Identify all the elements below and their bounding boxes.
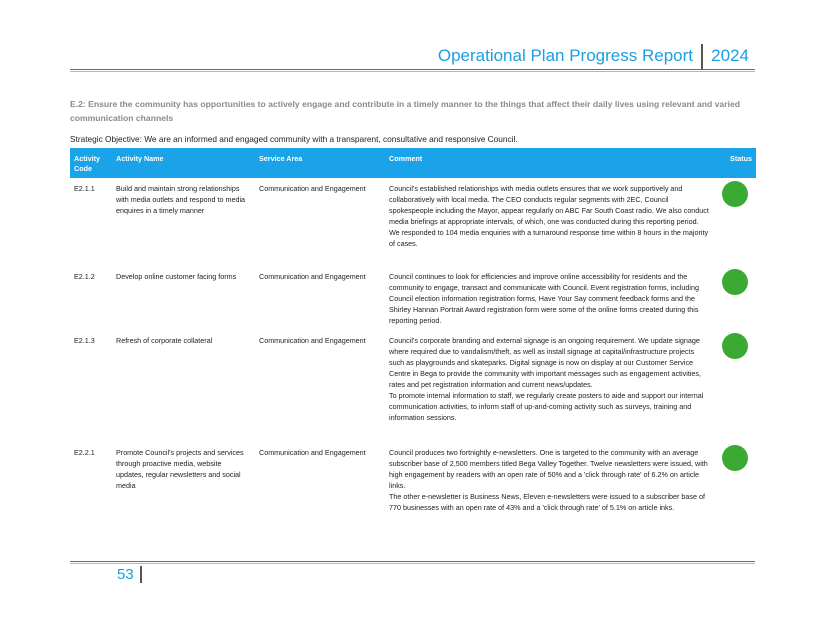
header-rule-secondary xyxy=(70,71,755,72)
status-indicator xyxy=(722,181,748,207)
header-comment: Comment xyxy=(385,148,714,178)
status-cell xyxy=(714,266,756,330)
activity-comment xyxy=(385,330,714,442)
comment-paragraph: To promote internal information to staff, we regularly create posters to aide and support our internal communication activities, to inform staff of up-and-coming activity such as surveys, training and information sessions. xyxy=(389,391,704,422)
report-year: 2024 xyxy=(711,46,749,65)
activity-name: Promote Council's projects and services through proactive media, website updates, regular newsletters and social media xyxy=(116,448,244,490)
activity-code: E2.1.3 xyxy=(74,336,95,345)
service-area: Communication and Engagement xyxy=(259,184,366,193)
activity-name: Refresh of corporate collateral xyxy=(116,336,213,345)
activity-name: Build and maintain strong relationships with media outlets and respond to media enquires in a timely manner xyxy=(116,184,246,215)
objective-heading: E.2: Ensure the community has opportunities to actively engage and contribute in a timely manner to the things that affect their daily lives using relevant and varied communication channels xyxy=(70,99,740,123)
comment-paragraph: Council's corporate branding and external signage is an ongoing requirement. We update signage where required due to vandalism/theft, as well as install signage at capital/infrastructure projects such as playgrounds and skateparks. Digital signage is now on display at our Customer Service Centre in Bega to provide the community with important messages such as engagement activities, rates and pet registration information and current news/updates. xyxy=(389,336,702,389)
comment-paragraph: We responded to 104 media enquiries with a turnaround response time within 8 hours in the majority of cases. xyxy=(389,228,709,248)
footer-rule xyxy=(70,561,755,562)
table-header-row xyxy=(70,148,756,178)
activity-table xyxy=(70,148,756,528)
header-activity-name: Activity Name xyxy=(112,148,255,178)
strategic-objective: Strategic Objective: We are an informed and engaged community with a transparent, consultative and responsive Council. xyxy=(70,134,518,144)
page-number-divider xyxy=(140,566,142,583)
table-row xyxy=(70,266,756,330)
status-indicator xyxy=(722,333,748,359)
service-area: Communication and Engagement xyxy=(259,336,366,345)
activity-comment xyxy=(385,442,714,528)
page-number: 53 xyxy=(117,566,134,583)
activity-code: E2.1.1 xyxy=(74,184,95,193)
activity-code: E2.1.2 xyxy=(74,272,95,281)
footer-rule-secondary xyxy=(70,563,755,564)
comment-paragraph: Council's established relationships with media outlets ensures that we work supportively and collaboratively with local media. The CEO conducts regular segments with 2EC, Council spokespeople including the Mayor, appear regularly on ABC Far South Coast radio. We also conduct media briefings at appropriate intervals, of which, one was conducted during this reporting period. xyxy=(389,184,709,226)
comment-paragraph: The other e-newsletter is Business News, Eleven e-newsletters were issued to a subscriber base of 770 businesses with an open rate of 43% and a 'click through rate' of 5.1% on article inks. xyxy=(389,492,705,512)
report-header xyxy=(70,44,755,70)
activity-code: E2.2.1 xyxy=(74,448,95,457)
report-title: Operational Plan Progress Report xyxy=(437,46,693,65)
status-indicator xyxy=(722,269,748,295)
status-cell xyxy=(714,178,756,266)
header-divider xyxy=(701,44,703,70)
service-area: Communication and Engagement xyxy=(259,448,366,457)
activity-name: Develop online customer facing forms xyxy=(116,272,237,281)
comment-paragraph: Council produces two fortnightly e-newsletters. One is targeted to the community with an average subscriber base of 2,500 members titled Bega Valley Together. Twelve newsletters were issued, with high engagement by readers with an open rate of 50% and a 'click through rate' of 6.2% on article links. xyxy=(389,448,708,490)
activity-comment xyxy=(385,178,714,266)
header-status: Status xyxy=(714,148,756,178)
status-indicator xyxy=(722,445,748,471)
comment-paragraph: Council continues to look for efficiencies and improve online accessibility for residents and the community to engage, transact and communicate with Council. Event registration forms, including Council election information registration forms, Have Your Say comment feedback forms and the Shirley Hannan Portrait Award registration form were some of the online forms created during this reporting period. xyxy=(389,272,700,325)
status-cell xyxy=(714,442,756,528)
header-activity-code: Activity Code xyxy=(70,148,112,178)
header-service-area: Service Area xyxy=(255,148,385,178)
status-cell xyxy=(714,330,756,442)
table-row xyxy=(70,330,756,442)
table-row xyxy=(70,178,756,266)
table-row xyxy=(70,442,756,528)
header-rule xyxy=(70,69,755,70)
activity-comment xyxy=(385,266,714,330)
service-area: Communication and Engagement xyxy=(259,272,366,281)
